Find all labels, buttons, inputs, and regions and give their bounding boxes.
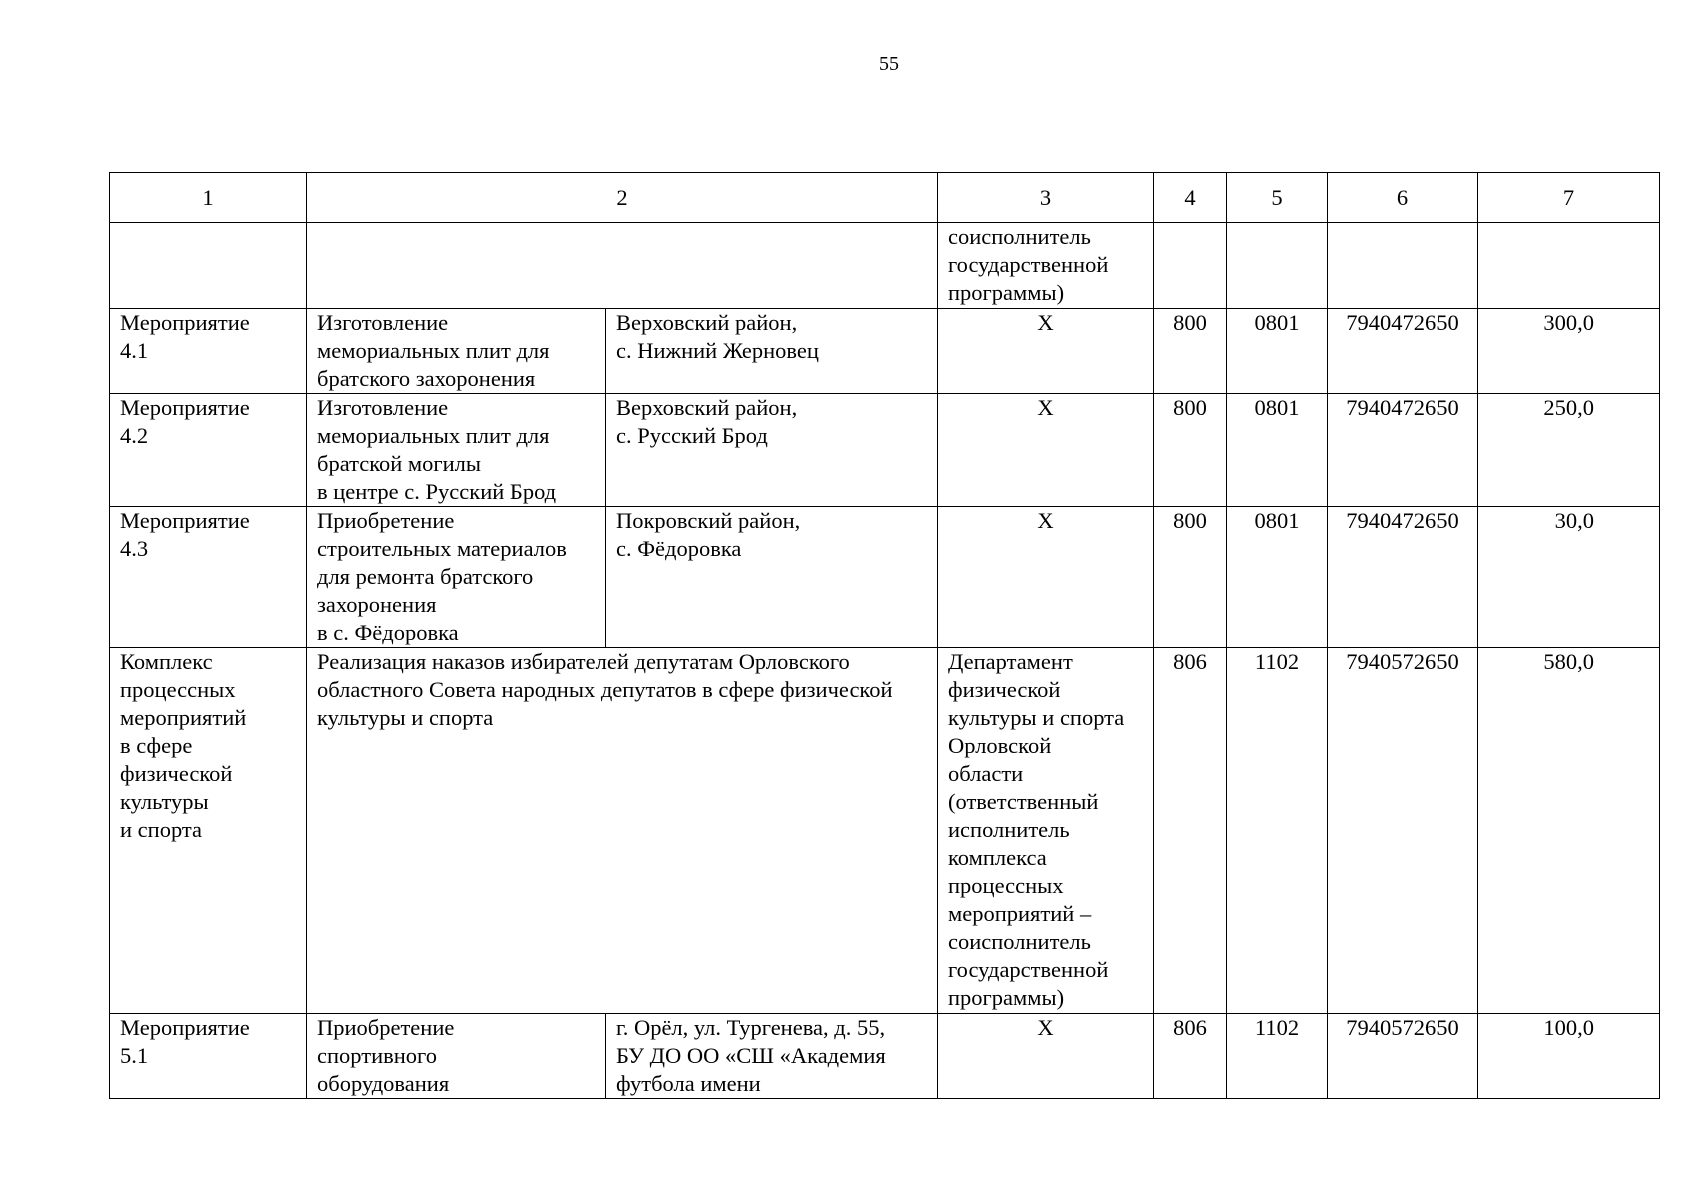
- executor-cell: X: [938, 394, 1154, 507]
- section-cell: 0801: [1227, 394, 1328, 507]
- page-number: 55: [879, 53, 899, 75]
- measure-description-cell: Изготовление мемориальных плит для братской могилы в центре с. Русский Брод: [307, 394, 606, 507]
- code-cell: 806: [1154, 648, 1227, 1014]
- amount-cell: 580,0: [1478, 648, 1660, 1014]
- amount-cell: 30,0: [1478, 507, 1660, 648]
- executor-cell: X: [938, 507, 1154, 648]
- header-cell-5: 5: [1227, 173, 1328, 223]
- header-cell-4: 4: [1154, 173, 1227, 223]
- measure-location-cell: Верховский район, с. Русский Брод: [606, 394, 938, 507]
- header-cell-2: 2: [307, 173, 938, 223]
- measure-description-cell: Приобретение спортивного оборудования: [307, 1014, 606, 1099]
- target-article-cell: 7940572650: [1328, 1014, 1478, 1099]
- code-cell: 800: [1154, 309, 1227, 394]
- header-cell-7: 7: [1478, 173, 1660, 223]
- table-row: [110, 394, 1660, 507]
- header-cell-1: 1: [110, 173, 307, 223]
- table-cell: [1478, 223, 1660, 309]
- table-row: [110, 223, 1660, 309]
- measure-description-cell: Приобретение строительных материалов для ремонта братского захоронения в с. Фёдоровка: [307, 507, 606, 648]
- amount-cell: 250,0: [1478, 394, 1660, 507]
- table-row: [110, 309, 1660, 394]
- target-article-cell: 7940472650: [1328, 394, 1478, 507]
- amount-cell: 100,0: [1478, 1014, 1660, 1099]
- measure-description-cell: Изготовление мемориальных плит для братского захоронения: [307, 309, 606, 394]
- section-cell: 0801: [1227, 309, 1328, 394]
- measure-name-cell: Мероприятие 4.1: [110, 309, 307, 394]
- table-cell: [307, 223, 938, 309]
- table-cell: [1227, 223, 1328, 309]
- section-cell: 1102: [1227, 648, 1328, 1014]
- table-cell: [1328, 223, 1478, 309]
- table-row: [110, 648, 1660, 1014]
- section-cell: 0801: [1227, 507, 1328, 648]
- code-cell: 806: [1154, 1014, 1227, 1099]
- measure-location-cell: Верховский район, с. Нижний Жерновец: [606, 309, 938, 394]
- executor-cell: X: [938, 309, 1154, 394]
- code-cell: 800: [1154, 507, 1227, 648]
- complex-description-cell: Реализация наказов избирателей депутатам Орловского областного Совета народных депутатов в сфере физической культуры и спорта: [307, 648, 938, 1014]
- header-cell-3: 3: [938, 173, 1154, 223]
- target-article-cell: 7940572650: [1328, 648, 1478, 1014]
- table-cell: [110, 223, 307, 309]
- target-article-cell: 7940472650: [1328, 309, 1478, 394]
- measure-name-cell: Мероприятие 4.3: [110, 507, 307, 648]
- section-cell: 1102: [1227, 1014, 1328, 1099]
- measure-location-cell: г. Орёл, ул. Тургенева, д. 55, БУ ДО ОО «СШ «Академия футбола имени: [606, 1014, 938, 1099]
- measure-location-cell: Покровский район, с. Фёдоровка: [606, 507, 938, 648]
- executor-cell: соисполнитель государственной программы): [938, 223, 1154, 309]
- executor-cell: X: [938, 1014, 1154, 1099]
- header-cell-6: 6: [1328, 173, 1478, 223]
- table-row: [110, 1014, 1660, 1099]
- complex-name-cell: Комплекс процессных мероприятий в сфере физической культуры и спорта: [110, 648, 307, 1014]
- measure-name-cell: Мероприятие 5.1: [110, 1014, 307, 1099]
- header-row: [110, 173, 1660, 223]
- executor-cell: Департамент физической культуры и спорта Орловской области (ответственный исполнитель комплекса процессных мероприятий – соисполнитель государственной программы): [938, 648, 1154, 1014]
- amount-cell: 300,0: [1478, 309, 1660, 394]
- table-row: [110, 507, 1660, 648]
- budget-table: [109, 172, 1660, 1099]
- target-article-cell: 7940472650: [1328, 507, 1478, 648]
- measure-name-cell: Мероприятие 4.2: [110, 394, 307, 507]
- table-cell: [1154, 223, 1227, 309]
- code-cell: 800: [1154, 394, 1227, 507]
